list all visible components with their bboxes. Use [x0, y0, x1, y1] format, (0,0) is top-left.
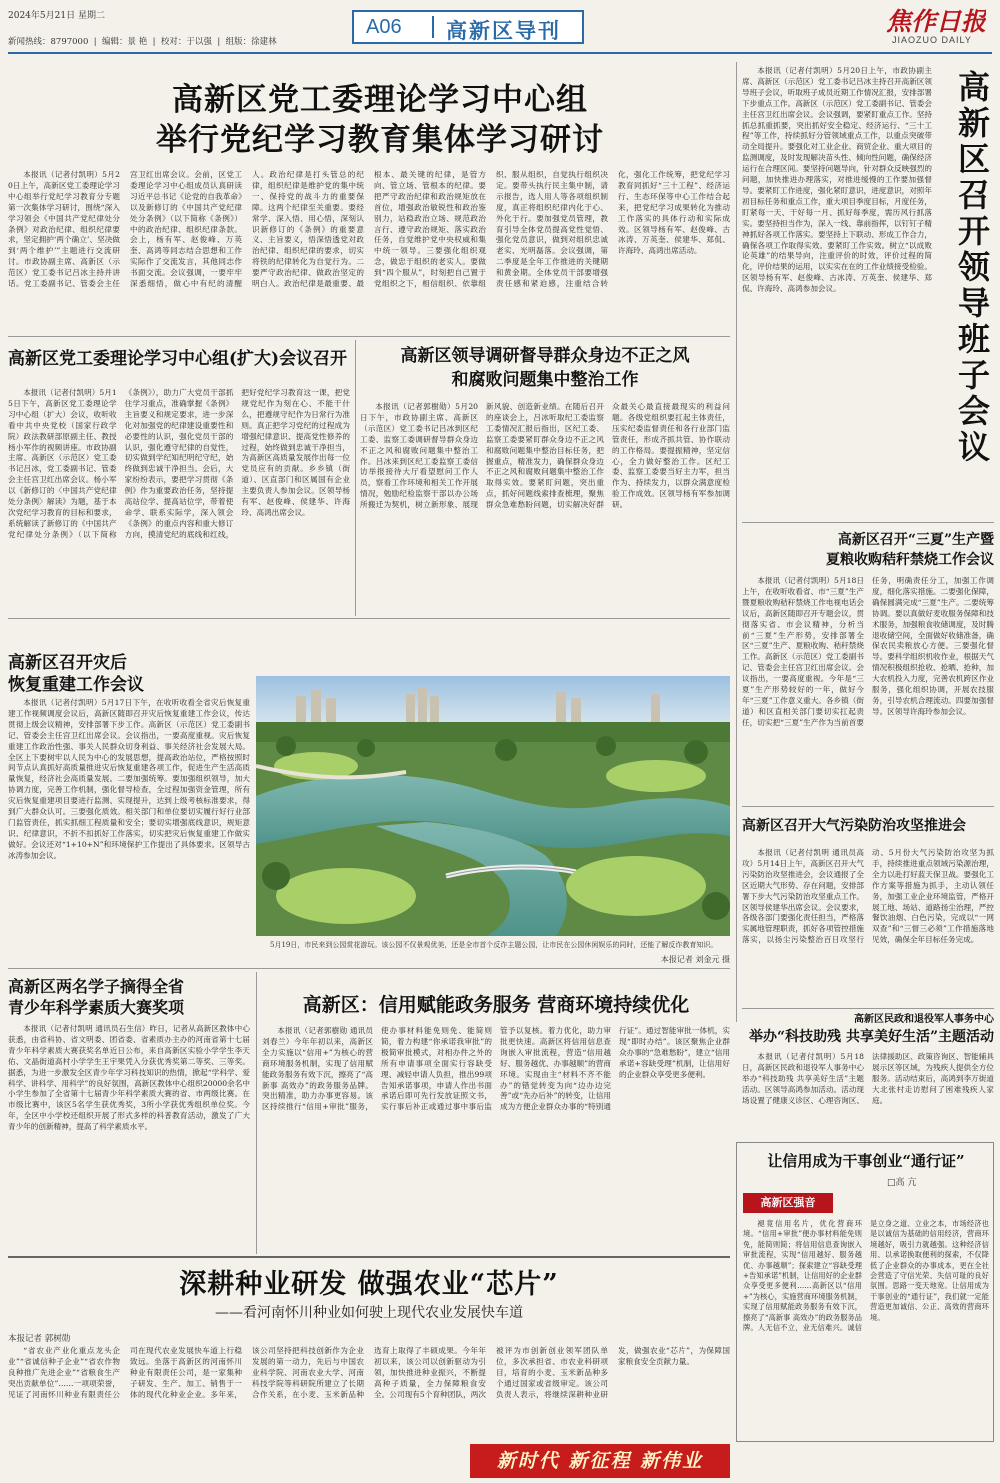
footer-banner: 新时代 新征程 新伟业 [470, 1444, 730, 1478]
section-title: 高新区导刊 [446, 18, 561, 43]
article-air-pollution [742, 810, 994, 1006]
article-body: “省农业产业化重点龙头企业”“省诚信种子企业”“省农作物良种推广先进企业”“省粮食生产突出贡献单位”……一项项荣誉，见证了河南怀川种业有限责任公司在现代农业发展快车道上行稳致远。坐落于高新区的河南怀川种业有限责任公司，是一家集种子研发、生产、加工、销售于一体的现代化种业企业。多年来，该公司坚持把科技创新作为企业发展的第一动力，先后与中国农业科学院、河南农业大学、河南科技学院等科研院所建立了长期合作关系，在小麦、玉米新品种选育上取得了丰硕成果。今年年初以来，该公司以创新驱动为引领，加快推进种业振兴，不断提高种子质量，全力保障粮食安全。公司现有5个育种团队，两次被评为市创新创业领军团队单位，多次承担省、市农业科研项目，培育的小麦、玉米新品种多个通过国家或省级审定。该公司负责人表示，将继续深耕种业研发，做强农业“芯片”，为保障国家粮食安全贡献力量。 [8, 1346, 730, 1399]
article-body: 本报讯（记者付凯明）5月15日下午，高新区党工委理论学习中心组（扩大）会议，收听收看中共中央党校（国家行政学院）政法教研部原副主任、教授杨小军作的视频讲座。市政协副主席、高新区（示范区）党工委书记吕冰，党工委副书记、管委会主任宫卫红出席会议。杨小军以《新修订的〈中国共产党纪律处分条例〉解读》为题，基于本次党纪学习教育的目标和要求，系统解读了新修订的《中国共产党纪律处分条例》（以下简称《条例》），助力广大党员干部抓住学习重点，准确掌握《条例》主旨要义和规定要求，进一步深化对加强党的纪律建设重要性和必要性的认识，强化党员干部的认识，强化遵守纪律的自觉性，切实做到学纪知纪明纪守纪，始终做到忠诚干净担当。会后，大家纷纷表示，要把学习贯彻《条例》作为重要政治任务，坚持提高站位学、提高站位学，带着使命学、联系实际学，深入领会《条例》的重点内容和重大修订方向，摸清党纪的底线和红线，把好党纪学习教育这一课，把党规党纪作为刻在心、不能干什么，把遵规守纪作为日常行为准则。真正把学习党纪的过程成为增强纪律意识、提高党性修养的过程，始终做到忠诚干净担当，为高新区高质量发展作出每一位党员应有的贡献。乡乡镇（街道）、区直部门和区属国有企业主要负责人参加会议。区领导杨有军、赵俊峰、侯建华、许海玲、高鸿出席会议。 [8, 388, 350, 539]
article-credit-service [262, 972, 730, 1254]
subheadline: ——看河南怀川种业如何驶上现代农业发展快车道 [215, 1305, 523, 1321]
park-photo-image [256, 676, 730, 936]
headline: 让信用成为干事创业“通行证” [767, 1152, 965, 1170]
page-header [0, 0, 1000, 62]
headline: 高新区党工委理论学习中心组(扩大)会议召开 [8, 349, 348, 369]
headline: 深耕种业研发 做强农业“芯片” [179, 1269, 559, 1300]
headline: 高新区召开大气污染防治攻坚推进会 [742, 818, 966, 834]
article-disability-activity [742, 1012, 994, 1132]
banner-divider [432, 16, 434, 38]
article-body: 本报讯（记者郭樹勋 通讯员刘春兰）今年年初以来，高新区全力实施以“信用+”为核心的营商环境服务机制，实现了信用赋能政务服务有效下沉，擦亮了“高新事 高效办”的政务服务品牌。突出精准，助力办事更容易。该区持续推行“信用+审批”服务，使办事材料能免则免、能简则简，着力构建“你承诺我审批”的极简审批模式，对相办件之外的所有申请事项全面实行容缺受理、减轻申请人负担，推出99项告知承诺事项，申请人作出书面承诺后即可先行发放证照文书，实行事后补正或通过事中事后监管予以复核。着力优化，助力审批更快速。高新区将信用信息查询嵌入审批流程，营造“信用越好、服务越优、办事越顺”的营商环境。实现由主“材料不齐不能办”的错觉转变为向“边办边完善”或“先办后补”的转变，让信用成为方便企业群众办事的“特别通行证”。通过智能审批一体机，实现“即时办结”。该区聚焦企业群众办事的“急难愁盼”，建立“信用承诺+容缺受理”机制，让信用好的企业群众享受更多便利。 [262, 1026, 730, 1112]
author: □高 亢 [887, 1178, 917, 1188]
article-body: 本报讯（记者付凯明）5月18日上午，在收听收看省、市“三夏”生产暨夏粮收购秸秆禁烧工作电视电话会议后，高新区随即召开专题会议，贯彻落实省、市会议精神，分析当前“三夏”生产形势，安排部署全区“三夏”生产、夏粮收购、秸秆禁烧工作。高新区（示范区）党工委副书记、管委会主任宫卫红出席会议。会议指出，一要高度重视。今年是“三夏”生产形势较好的一年，做好今年“三夏”工作意义重大。各乡镇（街道）和区直相关部门要切实扛起责任，切实把“三夏”生产作为当前首要任务，明确责任分工，加强工作调度，细化落实措施。二要强化保障，确保圆满完成“三夏”生产。二要统筹协调。要以真做好麦收服务保障和技术服务，加强粮食收储调度，及时腾退收储空间，全面做好收储准备，确保农民卖粮放心方便。三要强化督导。要科学组织机收作业，根据天气情况积极组织抢收、抢晒、抢种，加大农机投入力度，完善农机跨区作业服务，强化组织协调，开展农技服务，引导农机合理流动。四要加强督导。区领导许海玲参加会议。 [742, 576, 994, 727]
article-study-meeting [8, 340, 350, 616]
headline: 高新区党工委理论学习中心组 举行党纪学习教育集体学习研讨 [156, 82, 604, 158]
article-disaster-rebuild [8, 622, 250, 966]
headline: 高新区召开灾后 恢复重建工作会议 [8, 653, 144, 695]
headline: 高新区：信用赋能政务服务 营商环境持续优化 [302, 994, 690, 1016]
article-body: 本报讯（记者付凯明）5月20日上午，高新区党工委理论学习中心组举行党纪学习教育分专题第一次集体学习研讨，围绕“深入学习领会《中国共产党纪律处分条例》对政治纪律、组织纪律要求，坚定拥护‘两个确立’、坚决做到‘两个维护’”主题进行交流研讨。市政协副主席、高新区（示范区）党工委书记吕冰主持并讲话。党工委副书记、管委会主任宫卫红出席会议。会前，区党工委理论学习中心组成员认真研读习近平总书记《论党的自我革命》以及新修订的《中国共产党纪律处分条例》（以下简称《条例》）中的政治纪律、组织纪律条款。会上，杨有军、赵俊峰、万英奎、高鸿等同志结合思想和工作实际作了交流发言，其他同志作书面交流。会议强调，一要牢牢深悉细悟，做心中有纪的清醒人。政治纪律是打头管总的纪律，组织纪律是维护党的集中统一、保持党的战斗力的重要保障。这两个纪律至关重要。要经常学、深入悟、用心悟，深刻认识新修订的《条例》的重要意义、主旨要义，悟深悟透党对政治纪律、组织纪律的要求，切实将铁的纪律转化为自觉行为。二要严守政治纪律、做政治坚定的明白人。政治纪律是最重要、最根本、最关键的纪律，是管方向、管立场、管根本的纪律。要把严守政治纪律和政治规矩放在首位，增强政治敏锐性和政治鉴别力，站稳政治立场、规范政治言行、遵守政治规矩、落实政治任务，自觉维护党中央权威和集中统一领导。三要强化组织观念，做忠于组织的老实人。要做到“四个服从”，时刻把自己置于党组织之下，相信组织、依靠组织、服从组织，自觉执行组织决定。要带头执行民主集中制，请示报告，选人用人等各项组织制度，真正将组织纪律内化于心、外化于行。要加强党员管理，教育引导全体党员提高党性觉悟、强化党员意识，做到对组织忠诚老实、光明磊落。会议强调，第二季度是全年工作推进的关键期和黄金期。全体党员干部要增强责任感和紧迫感，注重结合转化，强化工作统筹，把党纪学习教育同抓好“三十工程”、经济运行、生态环保等中心工作结合起来，把党纪学习成果转化为推动工作落实的具体行动和实际成效。区领导杨有军、赵俊峰、古冰涛、万英奎、侯建华、郑侃、许海玲、高鸿出席活动。 [8, 170, 730, 289]
article-body: 本报讯（记者郭樹勋）5月20日下午，市政协副主席、高新区（示范区）党工委书记吕冰到区纪工委、监察工委调研督导群众身边不正之风和腐败问题集中整治工作。吕冰来到区纪工委监察工委信访举报接待大厅看望慰问工作人员，察看工作环境和相关工作开展情况，勉励纪检监察干部以办公场所搬迁为契机，树立新形象、展现新风貌、创造新业绩。在随后召开的座谈会上，吕冰听取纪工委监察工委情况汇报后指出，区纪工委、监察工委要紧盯群众身边不正之风和腐败问题集中整治目标任务，把握重点，精准发力，确保群众身边不正之风和腐败问题集中整治工作取得实效。要紧盯问题，突出重点，抓好问题线索排查梳理，聚焦群众急难愁盼问题，切实解决好群众最关心最直接最现实的利益问题。各级党组织要扛起主体责任，压实纪委监督责任和各行业部门监管责任，形成齐抓共管、协作联动的工作格局。要提振精神，坚定信心，全力做好整治工作。区纪工委、监察工委要当好主力军，担当作为、持续发力，以群众满意度检验工作成效。区领导杨有军参加调研。 [360, 402, 730, 510]
article-body: 褪竟信用名片，优化营商环境。“信用+审批”便办事材料能免则免，能简则简；将信用信息查询嵌入审批流程，实现“信用越好、服务越优、办事越顺”；探索建立“容缺受理+告知承诺”机制，让信用好的企业群众享受更多便利……高新区以“信用+”为核心，实施营商环境服务机制，实现了信用赋能政务服务有效下沉，擦亮了“高新事 高效办”的政务服务品牌。人无信不立，业无信难兴。诚信是立身之道、立业之本，市场经济也是以诚信为基础的信用经济，营商环境越好，吸引力就越强。这种经济信用、以承诺换取便利的探索，不仅降低了企业群众的办事成本，更在全社会营造了守信光荣、失信可耻的良好氛围。思路一变天地宽。让信用成为干事创业的“通行证”，我们就一定能营造更加诚信、公正、高效的营商环境。 [743, 1219, 989, 1333]
article-study-session [8, 62, 730, 334]
article-science-contest [8, 972, 250, 1254]
article-body: 本报讯（记者付凯明）5月20日上午，市政协副主席、高新区（示范区）党工委书记吕冰主持召开高新区领导班子会议，听取班子成员近期工作情况汇报，安排部署下步重点工作。高新区（示范区）党工委副书记、管委会主任宫卫红出席会议。会议强调，要紧盯重点工作。坚持抓总抓重抓要，突出抓好安全稳定、经济运行、“三十工程”等工作，持续抓好分管领域重点工作，以重点突破带动全局提升。要强化对工业企业、商贸企业、重大项目的监测调度，及时发现解决苗头性、倾向性问题，确保经济运行在合理区间。要坚持问题导向，针对群众反映强烈的问题，加快推进办理落实，对推进缓慢的工作要加强督导。要紧盯工作进度，强化紧盯意识，进度意识，对照年初目标任务和重点工作，重大项目季度目标，月度任务，盯紧每一天、干好每一月、抓好每季度，需历风行抓落实。要坚持担当作为，深入一线、靠前指挥，以钉钉子精神抓好各项工作落实。要坚持上下联动、形成工作合力，确保各项工作取得实效。要紧盯工作实效。树立“以成败论英雄”的结果导向，注重评价的时效，评价过程的简化，评价结果的运用，以实实在在的工作业绩接受检验。区领导杨有军、赵俊峰、古冰涛、万英奎、侯建华、郑侃、许海玲、高鸿参加会议。 [742, 66, 932, 294]
byline: 本报记者 郭树勋 [8, 1334, 71, 1344]
article-leadership-meeting [742, 62, 994, 518]
masthead-logo: 焦作日报 JIAOZUO DAILY [886, 7, 987, 45]
page-number: A06 [366, 16, 402, 38]
headline: 高新区召开“三夏”生产暨 夏粮收购秸秆禁烧工作会议 [826, 532, 994, 568]
headline-vertical: 高新区召开领导班子会议 [953, 70, 991, 466]
park-photo [256, 676, 730, 936]
article-corruption-inspection [360, 340, 730, 616]
headline: 高新区民政和退役军人事务中心 举办“科技助残 共享美好生活”主题活动 [749, 1014, 994, 1045]
headline: 高新区两名学子摘得全省 青少年科学素质大赛奖项 [8, 977, 185, 1017]
section-banner [352, 10, 584, 44]
headline: 高新区领导调研督导群众身边不正之风 和腐败问题集中整治工作 [400, 346, 690, 390]
header-date: 2024年5月21日 星期二 [8, 11, 105, 21]
article-body: 本报讯（记者付凯明）5月18日，高新区民政和退役军人事务中心举办“科技助残 共享美好生活”主题活动。区领导高鸿参加活动。活动现场设置了健康义诊区、心理咨询区、法律援助区、政策咨询区、智能辅具展示区等区域，为残疾人提供全方位服务。活动结束后，高鸿到李万街道大北张村走访慰问了困难残疾人家庭。 [742, 1052, 994, 1105]
article-body: 本报讯（记者付凯明）5月17日下午，在收听收看全省灾后恢复重建工作视频调度会议后，高新区随即召开灾后恢复重建工作会议，传达贯彻上级会议精神，安排部署下步工作。高新区（示范区）党工委副书记、管委会主任宫卫红出席会议。会议指出，一要高度重视。灾后恢复重建工作政治性强、事关人民群众切身利益、事关经济社会发展大局。全区上下要树牢以人民为中心的发展思想，提高政治站位，严格按照时间节点认真抓好高质量推进灾后恢复重建各项工作，促进生产生活高质量恢复，经济社会高质量发展。二要加强统筹。要加强组织领导，加大协调力度，完善工作机制，强化督导检查，全过程加强资金管理，所有灾后恢复重建项目要进行监测、实现提升，达到上级考核标准要求，得到广大群众认可。三要强化质效。相关部门和单位要切实履行好行业部门监管责任，抓实抓细工程质量和安全；要切实增强底线意识，规矩意识、纪律意识，不折不扣抓好工作落实，切实把灾后恢复重建工作做实做好。会议还对“1+10+N”和环境保护工作提出了具体要求。区领导古冰涛参加会议。 [8, 698, 250, 860]
photo-credit: 本报记者 刘金元 摄 [660, 955, 730, 964]
commentary-badge: 高新区强音 [743, 1193, 833, 1213]
article-three-summer [742, 526, 994, 802]
header-credits: 新闻热线：8797000 | 编辑：景 艳 | 校对：于以强 | 组版：徐建林 [8, 37, 277, 47]
article-body: 本报讯（记者付凯明 通讯员高攻）5月14日上午，高新区召开大气污染防治攻坚推进会，会议通报了全区近期大气形势、存在问题，安排部署下步大气污染防治攻坚重点工作。区领导侯建华出席会议。会议要求，各级各部门要强化责任担当，严格落实属地管理职责，抓好各项管控措施落实，以扬尘污染整治百日攻坚行动、5月份大气污染防治攻坚为抓手，持续推进重点领域污染源治理，全力以赴打好蓝天保卫战。要强化工作方案等措施为抓手，主动认领任务，加强工业企业环境监管，严格开展工地、场站、道路扬尘治理，严控餐饮油烟、白色污染，完成以“一网双查”和“三督三必须”工作措施落地见效，确保全年目标任务完成。 [742, 848, 994, 945]
article-body: 本报讯（记者付凯明 通讯员石生信）昨日，记者从高新区教体中心获悉，由省科协、省文明委、团省委、省素质办主办的河南省第十七届青少年科学素质大赛获奖名单近日公布，来自高新区实验小学学生李天佑、文晶街道高村小学学生王宇果凭入分获优秀奖第二等奖、三等奖。据悉，为进一步激发全区青少年学习科技知识的热情，掀起“学科学、爱科学、讲科学、用科学”的良好氛围，高新区教体中心组织20000余名中小学生参加了全省第十七届青少年科学素质大赛的省、市两级比赛。在市级比赛中，该区5名学生获优秀奖，3所小学获优秀组织单位奖。今年，全区中小学校还组织开展了形式多样的科普教育活动，激发了广大青少年的创新精神，提高了科学素质水平。 [8, 1024, 250, 1132]
photo-caption: 5月19日，市民来到公园赏花游玩。该公园不仅景观优美，还是全市首个反诈主题公园，让市民在公园休闲娱乐的同时，还能了解反诈教育知识。 [270, 941, 718, 949]
article-commentary [736, 1142, 994, 1442]
